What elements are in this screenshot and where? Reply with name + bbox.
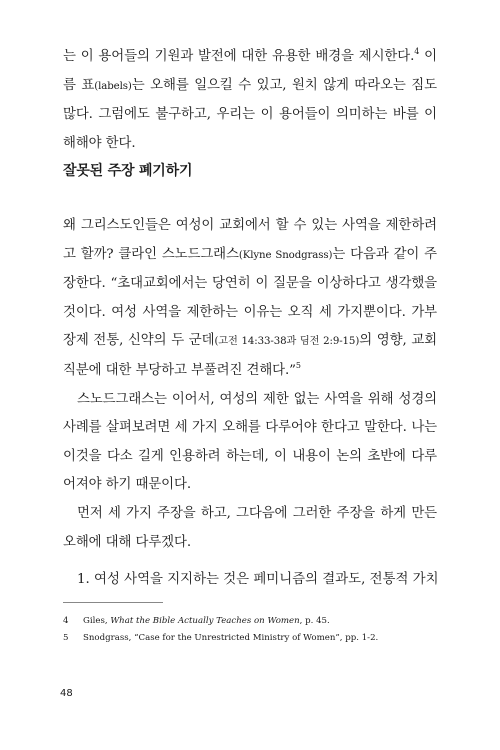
footnote-text: Giles, What the Bible Actually Teaches on Women, p. 45.: [83, 616, 330, 626]
labels-annotation: (labels): [94, 80, 132, 92]
body-text: [63, 212, 437, 557]
para1-text-b: 는 다음과 같이 주장한다. “초대교회에서는 당연히 이 질문을 이상하다고 생각했을 것이다. 여성 사역을 제한하는 이유는 오직 세 가지뿐이다. 가부장제 전통, 신약의 두 군데: [63, 246, 437, 349]
paragraph-1: [63, 212, 437, 386]
numbered-list-item-1: 1. 여성 사역을 지지하는 것은 페미니즘의 결과도, 전통적 가치: [77, 572, 439, 587]
footnote-ref-5[interactable]: 5: [295, 360, 301, 370]
book-title: What the Bible Actually Teaches on Women: [110, 616, 300, 626]
section-heading: 잘못된 주장 폐기하기: [63, 163, 193, 179]
continuation-text-tail: 이름: [63, 49, 437, 93]
footnote-divider: [63, 602, 163, 603]
footnote-text: Snodgrass, “Case for the Unrestricted Ministry of Women”, pp. 1-2.: [83, 633, 379, 643]
footnote-number: 5: [63, 633, 69, 643]
footnote-5: [63, 630, 443, 647]
footnote-ref-4[interactable]: 4: [414, 47, 420, 56]
paragraph-3: 먼저 세 가지 주장을 하고, 그다음에 그러한 주장을 하게 만든 오해에 대해 다루겠다.: [63, 505, 437, 550]
continuation-text: 는 이 용어들의 기원과 발전에 대한 유용한 배경을 제시한다.: [63, 49, 415, 64]
para1-text-a: 왜 그리스도인들은 여성이 교회에서 할 수 있는 사역을 제한하려고 할까? 클라인 스노드그래스: [63, 218, 437, 262]
continuation-text-2b: 는 오해를 일으킬 수 있고, 원치 않게 따라오는 짐도 많다. 그럼에도 불구하고, 우리는 이 용어들이 의미하는 바를 이해해야 한다.: [63, 77, 437, 151]
footnote-4: [63, 613, 443, 630]
continuation-paragraph: [63, 43, 437, 158]
english-name: (Klyne Snodgrass): [238, 249, 333, 261]
scripture-references: (고전 14:33-38과 딤전 2:9-15): [214, 336, 360, 348]
para1-text-c: 의 영향, 교회 직분에 대한 부당하고 부풀려진 견해다.”: [63, 333, 437, 378]
footnote-number: 4: [63, 616, 69, 626]
continuation-text-2a: 표: [81, 77, 95, 93]
footnotes: [63, 613, 443, 647]
page-number: 48: [60, 688, 73, 699]
paragraph-2: 스노드그래스는 이어서, 여성의 제한 없는 사역을 위해 성경의 사례를 살펴보려면 세 가지 오해를 다루어야 한다고 말한다. 나는 이것을 다소 길게 인용하려 하는데, 이 내용이 논의 초반에 다루어져야 하기 때문이다.: [63, 391, 437, 493]
